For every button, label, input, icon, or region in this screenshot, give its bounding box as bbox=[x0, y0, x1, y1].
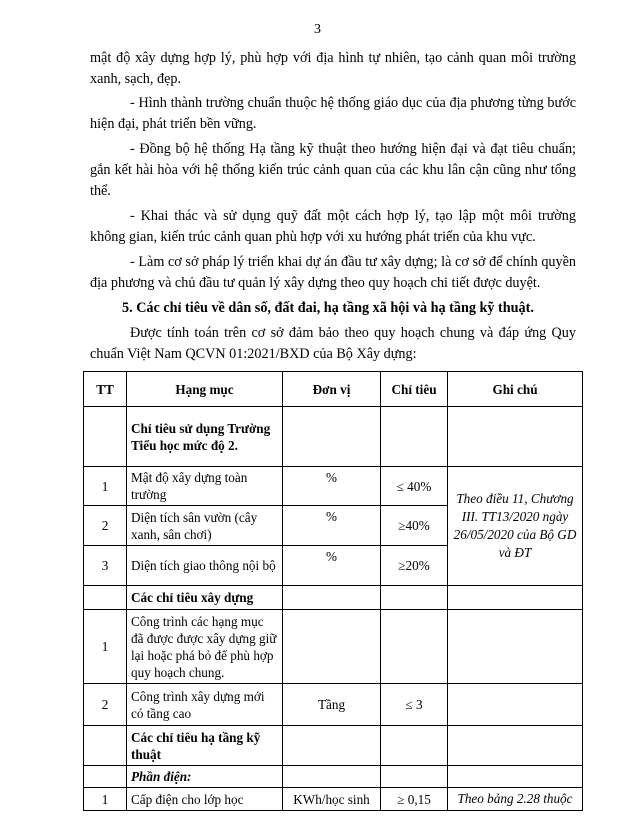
cell-unit: % bbox=[283, 546, 381, 586]
table-row bbox=[84, 766, 583, 788]
cell-value: ≤ 40% bbox=[381, 467, 448, 506]
cell-tt: 2 bbox=[84, 506, 127, 546]
section-title: Các chỉ tiêu xây dựng bbox=[127, 586, 283, 610]
cell-tt: 1 bbox=[84, 467, 127, 506]
page-number: 3 bbox=[314, 22, 321, 37]
cell-unit: Tầng bbox=[283, 684, 381, 726]
table-header-row bbox=[84, 372, 583, 407]
header-tt: TT bbox=[84, 372, 127, 407]
table-row bbox=[84, 788, 583, 811]
cell-note: Theo bảng 2.28 thuộc bbox=[448, 788, 583, 811]
cell-tt: 1 bbox=[84, 788, 127, 811]
header-item: Hạng mục bbox=[127, 372, 283, 407]
cell-value: ≥ 0,15 bbox=[381, 788, 448, 811]
cell-item: Cấp điện cho lớp học bbox=[127, 788, 283, 811]
section-heading: 5. Các chỉ tiêu về dân số, đất đai, hạ tầng xã hội và hạ tầng kỹ thuật. bbox=[122, 300, 534, 316]
cell-item: Diện tích giao thông nội bộ bbox=[127, 546, 283, 586]
cell-value: ≥20% bbox=[381, 546, 448, 586]
table-row bbox=[84, 586, 583, 610]
section-title: Chỉ tiêu sử dụng Trường Tiểu học mức độ 2. bbox=[127, 407, 283, 467]
header-value: Chỉ tiêu bbox=[381, 372, 448, 407]
cell-tt: 3 bbox=[84, 546, 127, 586]
cell-item: Diện tích sân vườn (cây xanh, sân chơi) bbox=[127, 506, 283, 546]
list-item: - Làm cơ sở pháp lý triển khai dự án đầu tư xây dựng; là cơ sở để chính quyền địa phương và chủ đầu tư quản lý xây dựng theo quy hoạch chi tiết được duyệt. bbox=[90, 254, 576, 291]
header-unit: Đơn vị bbox=[283, 372, 381, 407]
cell-tt: 2 bbox=[84, 684, 127, 726]
table-row bbox=[84, 467, 583, 506]
intro-paragraph: Được tính toán trên cơ sở đảm bảo theo quy hoạch chung và đáp ứng Quy chuẩn Việt Nam QCVN 01:2021/BXD của Bộ Xây dựng: bbox=[90, 325, 576, 362]
subsection-title: Phần điện: bbox=[127, 766, 283, 788]
table-row bbox=[84, 726, 583, 766]
cell-note: Theo điều 11, Chương III. TT13/2020 ngày 26/05/2020 của Bộ GD và ĐT bbox=[448, 467, 583, 586]
cell-value bbox=[381, 610, 448, 684]
criteria-table bbox=[83, 371, 583, 811]
cell-value: ≤ 3 bbox=[381, 684, 448, 726]
cell-unit bbox=[283, 610, 381, 684]
cell-unit: KWh/học sinh bbox=[283, 788, 381, 811]
cell-unit: % bbox=[283, 506, 381, 546]
cell-item: Công trình các hạng mục đã được được xây dựng giữ lại hoặc phá bỏ để phù hợp quy hoạch chung. bbox=[127, 610, 283, 684]
list-item: - Đồng bộ hệ thống Hạ tầng kỹ thuật theo hướng hiện đại và đạt tiêu chuẩn; gắn kết hài hòa với hệ thống kiến trúc cảnh quan của các khu lân cận cũng như tổng thể. bbox=[90, 141, 576, 199]
header-note: Ghi chú bbox=[448, 372, 583, 407]
table-row bbox=[84, 407, 583, 467]
table-row bbox=[84, 610, 583, 684]
cell-tt: 1 bbox=[84, 610, 127, 684]
list-item: - Hình thành trường chuẩn thuộc hệ thống giáo dục của địa phương từng bước hiện đại, phát triển bền vững. bbox=[90, 95, 576, 132]
cell-unit: % bbox=[283, 467, 381, 506]
cell-item: Công trình xây dựng mới có tầng cao bbox=[127, 684, 283, 726]
cell-value: ≥40% bbox=[381, 506, 448, 546]
bullet-list bbox=[90, 93, 576, 294]
document-body bbox=[90, 48, 576, 365]
section-title: Các chỉ tiêu hạ tầng kỹ thuật bbox=[127, 726, 283, 766]
table-row bbox=[84, 684, 583, 726]
paragraph: mật độ xây dựng hợp lý, phù hợp với địa hình tự nhiên, tạo cảnh quan môi trường xanh, sạch, đẹp. bbox=[90, 50, 576, 87]
list-item: - Khai thác và sử dụng quỹ đất một cách hợp lý, tạo lập một môi trường không gian, kiến trúc cảnh quan phù hợp với xu hướng phát triển của khu vực. bbox=[90, 208, 576, 245]
cell-item: Mật độ xây dựng toàn trường bbox=[127, 467, 283, 506]
